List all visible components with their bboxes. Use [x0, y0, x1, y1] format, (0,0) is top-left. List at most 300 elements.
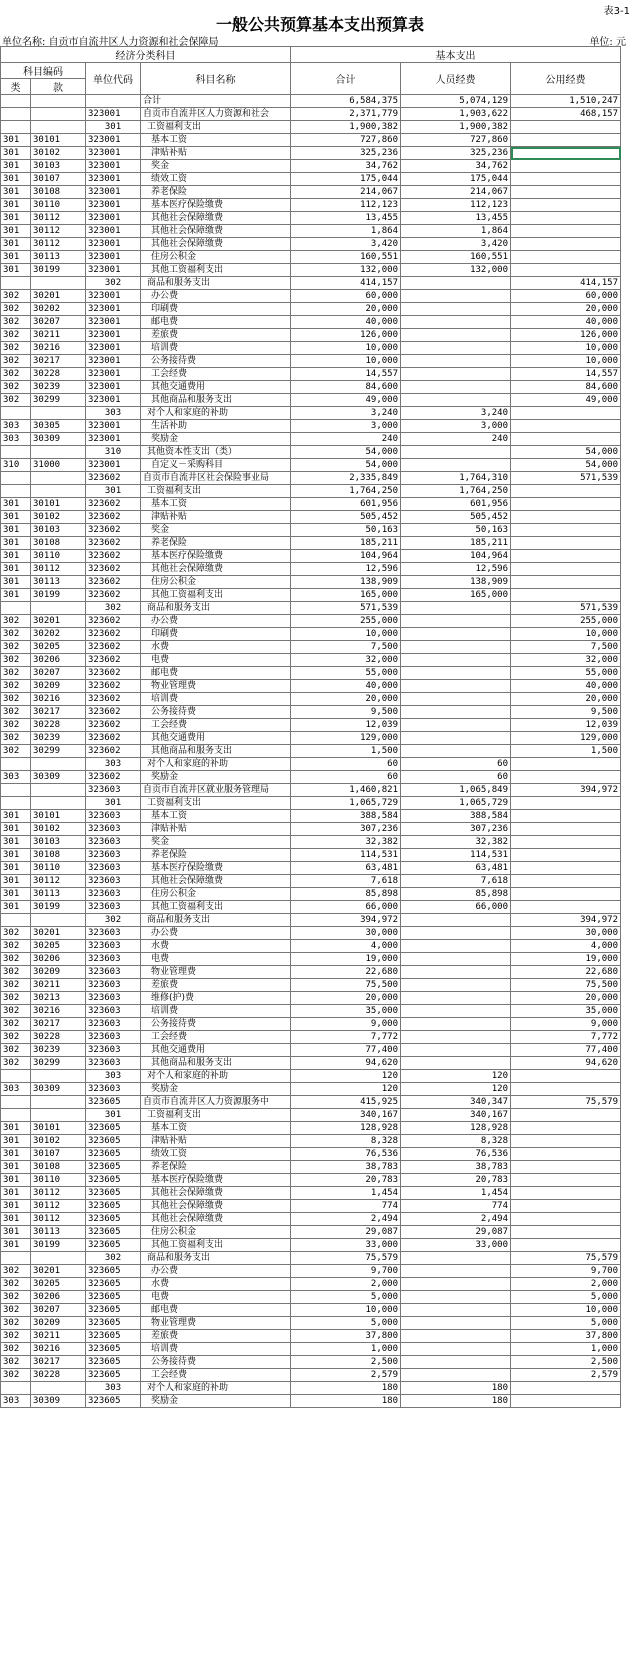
cell-subject-name[interactable]: 奖励金	[141, 433, 291, 446]
cell-lei[interactable]: 303	[1, 1395, 31, 1408]
cell-subject-name[interactable]: 公务接待费	[141, 355, 291, 368]
cell-personnel[interactable]: 505,452	[401, 511, 511, 524]
cell-lei[interactable]: 302	[1, 628, 31, 641]
cell-unit-code[interactable]: 323602	[86, 498, 141, 511]
cell-kuan[interactable]: 30107	[31, 1148, 86, 1161]
cell-public[interactable]	[511, 1109, 621, 1122]
cell-kuan[interactable]: 30101	[31, 810, 86, 823]
cell-kuan[interactable]: 30201	[31, 615, 86, 628]
cell-personnel[interactable]	[401, 303, 511, 316]
cell-public[interactable]	[511, 1395, 621, 1408]
cell-public[interactable]: 2,000	[511, 1278, 621, 1291]
cell-personnel[interactable]: 60	[401, 771, 511, 784]
cell-kuan[interactable]: 30112	[31, 212, 86, 225]
cell-subject-name[interactable]: 水费	[141, 641, 291, 654]
cell-public[interactable]	[511, 199, 621, 212]
cell-kuan[interactable]: 30213	[31, 992, 86, 1005]
cell-subject-name[interactable]: 其他社会保障缴费	[141, 212, 291, 225]
cell-lei[interactable]: 301	[1, 199, 31, 212]
cell-unit-code[interactable]: 323605	[86, 1200, 141, 1213]
cell-subject-name[interactable]: 商品和服务支出	[141, 602, 291, 615]
cell-kuan[interactable]: 30205	[31, 641, 86, 654]
cell-personnel[interactable]: 240	[401, 433, 511, 446]
cell-unit-code[interactable]: 301	[86, 1109, 141, 1122]
cell-subject-name[interactable]: 基本医疗保险缴费	[141, 862, 291, 875]
cell-unit-code[interactable]: 323603	[86, 953, 141, 966]
cell-lei[interactable]: 302	[1, 342, 31, 355]
cell-subject-name[interactable]: 其他社会保障缴费	[141, 1187, 291, 1200]
cell-kuan[interactable]: 30112	[31, 563, 86, 576]
cell-public[interactable]: 37,800	[511, 1330, 621, 1343]
cell-personnel[interactable]	[401, 1317, 511, 1330]
cell-subject-name[interactable]: 养老保险	[141, 186, 291, 199]
cell-unit-code[interactable]: 323001	[86, 355, 141, 368]
cell-lei[interactable]: 303	[1, 771, 31, 784]
cell-public[interactable]: 1,000	[511, 1343, 621, 1356]
cell-personnel[interactable]	[401, 342, 511, 355]
cell-total[interactable]: 55,000	[291, 667, 401, 680]
cell-personnel[interactable]: 1,903,622	[401, 108, 511, 121]
cell-kuan[interactable]	[31, 784, 86, 797]
cell-unit-code[interactable]: 323605	[86, 1135, 141, 1148]
cell-public[interactable]: 7,772	[511, 1031, 621, 1044]
cell-public[interactable]	[511, 888, 621, 901]
cell-subject-name[interactable]: 住房公积金	[141, 251, 291, 264]
cell-kuan[interactable]: 30309	[31, 1395, 86, 1408]
cell-subject-name[interactable]: 合计	[141, 95, 291, 108]
cell-unit-code[interactable]: 323001	[86, 368, 141, 381]
cell-unit-code[interactable]: 303	[86, 1070, 141, 1083]
cell-total[interactable]: 132,000	[291, 264, 401, 277]
cell-lei[interactable]: 301	[1, 1213, 31, 1226]
cell-public[interactable]	[511, 797, 621, 810]
cell-subject-name[interactable]: 其他交通费用	[141, 1044, 291, 1057]
cell-total[interactable]: 180	[291, 1382, 401, 1395]
cell-public[interactable]	[511, 563, 621, 576]
cell-personnel[interactable]: 3,240	[401, 407, 511, 420]
cell-unit-code[interactable]: 323001	[86, 160, 141, 173]
cell-public[interactable]	[511, 849, 621, 862]
cell-total[interactable]: 3,240	[291, 407, 401, 420]
cell-subject-name[interactable]: 基本工资	[141, 498, 291, 511]
cell-kuan[interactable]: 30207	[31, 1304, 86, 1317]
cell-subject-name[interactable]: 印刷费	[141, 303, 291, 316]
cell-personnel[interactable]: 33,000	[401, 1239, 511, 1252]
cell-lei[interactable]: 301	[1, 160, 31, 173]
cell-lei[interactable]: 302	[1, 654, 31, 667]
cell-unit-code[interactable]: 301	[86, 121, 141, 134]
cell-kuan[interactable]: 30108	[31, 186, 86, 199]
cell-lei[interactable]: 301	[1, 576, 31, 589]
cell-subject-name[interactable]: 商品和服务支出	[141, 1252, 291, 1265]
cell-kuan[interactable]: 30216	[31, 693, 86, 706]
cell-lei[interactable]: 301	[1, 901, 31, 914]
cell-lei[interactable]: 302	[1, 1317, 31, 1330]
cell-personnel[interactable]	[401, 394, 511, 407]
cell-lei[interactable]: 301	[1, 1122, 31, 1135]
cell-unit-code[interactable]: 302	[86, 914, 141, 927]
cell-public[interactable]	[511, 160, 621, 173]
cell-subject-name[interactable]: 基本医疗保险缴费	[141, 199, 291, 212]
cell-subject-name[interactable]: 其他商品和服务支出	[141, 745, 291, 758]
cell-lei[interactable]: 302	[1, 693, 31, 706]
cell-lei[interactable]: 310	[1, 459, 31, 472]
cell-total[interactable]: 120	[291, 1083, 401, 1096]
cell-subject-name[interactable]: 自贡市自流井区就业服务管理局	[141, 784, 291, 797]
cell-subject-name[interactable]: 培训费	[141, 342, 291, 355]
cell-lei[interactable]: 302	[1, 1044, 31, 1057]
cell-public[interactable]	[511, 589, 621, 602]
cell-total[interactable]: 60,000	[291, 290, 401, 303]
cell-kuan[interactable]: 30206	[31, 1291, 86, 1304]
cell-personnel[interactable]: 13,455	[401, 212, 511, 225]
cell-lei[interactable]	[1, 485, 31, 498]
cell-subject-name[interactable]: 其他社会保障缴费	[141, 225, 291, 238]
cell-lei[interactable]	[1, 914, 31, 927]
cell-total[interactable]: 30,000	[291, 927, 401, 940]
cell-personnel[interactable]: 1,864	[401, 225, 511, 238]
cell-lei[interactable]: 302	[1, 940, 31, 953]
cell-kuan[interactable]: 30102	[31, 147, 86, 160]
cell-kuan[interactable]: 30309	[31, 1083, 86, 1096]
cell-personnel[interactable]	[401, 1291, 511, 1304]
cell-total[interactable]: 29,087	[291, 1226, 401, 1239]
cell-unit-code[interactable]: 323001	[86, 225, 141, 238]
cell-personnel[interactable]: 185,211	[401, 537, 511, 550]
cell-public[interactable]: 54,000	[511, 459, 621, 472]
cell-unit-code[interactable]: 323605	[86, 1369, 141, 1382]
cell-total[interactable]: 20,783	[291, 1174, 401, 1187]
cell-personnel[interactable]: 12,596	[401, 563, 511, 576]
cell-public[interactable]	[511, 225, 621, 238]
cell-unit-code[interactable]: 323602	[86, 576, 141, 589]
cell-unit-code[interactable]: 323603	[86, 784, 141, 797]
cell-kuan[interactable]: 30217	[31, 1018, 86, 1031]
cell-subject-name[interactable]: 邮电费	[141, 1304, 291, 1317]
cell-lei[interactable]: 301	[1, 1226, 31, 1239]
cell-kuan[interactable]: 30112	[31, 1213, 86, 1226]
cell-unit-code[interactable]: 323605	[86, 1330, 141, 1343]
cell-kuan[interactable]	[31, 446, 86, 459]
cell-subject-name[interactable]: 其他工资福利支出	[141, 1239, 291, 1252]
cell-total[interactable]: 14,557	[291, 368, 401, 381]
cell-personnel[interactable]	[401, 1044, 511, 1057]
cell-personnel[interactable]: 60	[401, 758, 511, 771]
cell-total[interactable]: 114,531	[291, 849, 401, 862]
cell-subject-name[interactable]: 住房公积金	[141, 576, 291, 589]
cell-total[interactable]: 40,000	[291, 316, 401, 329]
cell-lei[interactable]: 301	[1, 836, 31, 849]
cell-total[interactable]: 40,000	[291, 680, 401, 693]
cell-public[interactable]: 19,000	[511, 953, 621, 966]
cell-subject-name[interactable]: 邮电费	[141, 316, 291, 329]
cell-public[interactable]: 5,000	[511, 1317, 621, 1330]
cell-personnel[interactable]	[401, 1031, 511, 1044]
cell-kuan[interactable]: 30112	[31, 1187, 86, 1200]
cell-public[interactable]: 571,539	[511, 472, 621, 485]
cell-personnel[interactable]	[401, 641, 511, 654]
cell-unit-code[interactable]: 323605	[86, 1304, 141, 1317]
cell-public[interactable]	[511, 836, 621, 849]
cell-public[interactable]	[511, 420, 621, 433]
cell-total[interactable]: 388,584	[291, 810, 401, 823]
cell-public[interactable]	[511, 758, 621, 771]
cell-kuan[interactable]: 30217	[31, 706, 86, 719]
cell-lei[interactable]	[1, 1109, 31, 1122]
cell-public[interactable]	[511, 251, 621, 264]
cell-kuan[interactable]: 30202	[31, 303, 86, 316]
cell-subject-name[interactable]: 基本医疗保险缴费	[141, 1174, 291, 1187]
cell-lei[interactable]: 302	[1, 1343, 31, 1356]
cell-total[interactable]: 9,700	[291, 1265, 401, 1278]
cell-total[interactable]: 50,163	[291, 524, 401, 537]
cell-total[interactable]: 2,500	[291, 1356, 401, 1369]
cell-kuan[interactable]: 30103	[31, 836, 86, 849]
cell-subject-name[interactable]: 奖励金	[141, 1083, 291, 1096]
cell-unit-code[interactable]: 323603	[86, 875, 141, 888]
cell-total[interactable]: 77,400	[291, 1044, 401, 1057]
cell-subject-name[interactable]: 印刷费	[141, 628, 291, 641]
cell-lei[interactable]: 302	[1, 1278, 31, 1291]
cell-total[interactable]: 9,500	[291, 706, 401, 719]
cell-personnel[interactable]	[401, 953, 511, 966]
cell-kuan[interactable]: 30108	[31, 1161, 86, 1174]
cell-kuan[interactable]: 30101	[31, 134, 86, 147]
cell-public[interactable]: 4,000	[511, 940, 621, 953]
cell-public[interactable]: 20,000	[511, 992, 621, 1005]
cell-public[interactable]	[511, 901, 621, 914]
cell-public[interactable]	[511, 537, 621, 550]
cell-kuan[interactable]: 30205	[31, 940, 86, 953]
cell-public[interactable]	[511, 186, 621, 199]
cell-lei[interactable]: 302	[1, 992, 31, 1005]
cell-total[interactable]: 2,494	[291, 1213, 401, 1226]
cell-public[interactable]: 129,000	[511, 732, 621, 745]
cell-kuan[interactable]: 30299	[31, 394, 86, 407]
cell-unit-code[interactable]: 323602	[86, 732, 141, 745]
cell-total[interactable]: 8,328	[291, 1135, 401, 1148]
cell-unit-code[interactable]: 301	[86, 797, 141, 810]
cell-total[interactable]: 774	[291, 1200, 401, 1213]
cell-unit-code[interactable]: 323603	[86, 966, 141, 979]
cell-total[interactable]: 727,860	[291, 134, 401, 147]
cell-total[interactable]: 120	[291, 1070, 401, 1083]
cell-subject-name[interactable]: 自定义－采购科目	[141, 459, 291, 472]
cell-lei[interactable]	[1, 108, 31, 121]
cell-subject-name[interactable]: 办公费	[141, 290, 291, 303]
cell-lei[interactable]	[1, 602, 31, 615]
cell-lei[interactable]	[1, 758, 31, 771]
cell-subject-name[interactable]: 公务接待费	[141, 706, 291, 719]
cell-unit-code[interactable]: 323603	[86, 1083, 141, 1096]
cell-lei[interactable]: 302	[1, 303, 31, 316]
cell-personnel[interactable]: 66,000	[401, 901, 511, 914]
cell-total[interactable]: 60	[291, 771, 401, 784]
cell-total[interactable]: 19,000	[291, 953, 401, 966]
cell-unit-code[interactable]: 323605	[86, 1174, 141, 1187]
cell-lei[interactable]: 302	[1, 394, 31, 407]
cell-unit-code[interactable]: 323603	[86, 927, 141, 940]
cell-kuan[interactable]: 30113	[31, 888, 86, 901]
cell-public[interactable]	[511, 1135, 621, 1148]
cell-public[interactable]: 255,000	[511, 615, 621, 628]
cell-total[interactable]: 325,236	[291, 147, 401, 160]
cell-unit-code[interactable]: 323603	[86, 1057, 141, 1070]
cell-unit-code[interactable]: 323602	[86, 706, 141, 719]
cell-public[interactable]	[511, 1382, 621, 1395]
cell-public[interactable]: 22,680	[511, 966, 621, 979]
cell-personnel[interactable]: 727,860	[401, 134, 511, 147]
cell-personnel[interactable]: 325,236	[401, 147, 511, 160]
cell-total[interactable]: 2,371,779	[291, 108, 401, 121]
cell-total[interactable]: 1,460,821	[291, 784, 401, 797]
cell-lei[interactable]: 302	[1, 1005, 31, 1018]
cell-personnel[interactable]: 160,551	[401, 251, 511, 264]
cell-lei[interactable]: 301	[1, 823, 31, 836]
cell-kuan[interactable]: 30101	[31, 498, 86, 511]
cell-public[interactable]: 12,039	[511, 719, 621, 732]
cell-kuan[interactable]: 30228	[31, 1369, 86, 1382]
cell-subject-name[interactable]: 公务接待费	[141, 1018, 291, 1031]
cell-total[interactable]: 6,584,375	[291, 95, 401, 108]
cell-lei[interactable]: 301	[1, 1161, 31, 1174]
cell-personnel[interactable]	[401, 355, 511, 368]
cell-subject-name[interactable]: 基本医疗保险缴费	[141, 550, 291, 563]
cell-subject-name[interactable]: 工资福利支出	[141, 485, 291, 498]
cell-kuan[interactable]: 30112	[31, 238, 86, 251]
cell-unit-code[interactable]: 323001	[86, 134, 141, 147]
cell-kuan[interactable]	[31, 758, 86, 771]
cell-public[interactable]	[511, 1083, 621, 1096]
cell-personnel[interactable]	[401, 914, 511, 927]
cell-kuan[interactable]: 30199	[31, 589, 86, 602]
cell-unit-code[interactable]: 323605	[86, 1395, 141, 1408]
cell-personnel[interactable]: 29,087	[401, 1226, 511, 1239]
cell-kuan[interactable]: 30206	[31, 953, 86, 966]
cell-personnel[interactable]: 175,044	[401, 173, 511, 186]
cell-total[interactable]: 32,382	[291, 836, 401, 849]
cell-personnel[interactable]	[401, 1343, 511, 1356]
cell-total[interactable]: 138,909	[291, 576, 401, 589]
cell-public[interactable]: 7,500	[511, 641, 621, 654]
cell-subject-name[interactable]: 其他工资福利支出	[141, 901, 291, 914]
cell-kuan[interactable]: 30202	[31, 628, 86, 641]
cell-total[interactable]: 34,762	[291, 160, 401, 173]
cell-unit-code[interactable]: 323001	[86, 420, 141, 433]
cell-lei[interactable]	[1, 407, 31, 420]
cell-personnel[interactable]	[401, 706, 511, 719]
cell-kuan[interactable]: 30211	[31, 979, 86, 992]
cell-unit-code[interactable]: 323605	[86, 1161, 141, 1174]
cell-lei[interactable]: 303	[1, 1083, 31, 1096]
cell-lei[interactable]: 301	[1, 264, 31, 277]
cell-total[interactable]: 307,236	[291, 823, 401, 836]
cell-kuan[interactable]: 30309	[31, 771, 86, 784]
cell-personnel[interactable]	[401, 329, 511, 342]
cell-personnel[interactable]	[401, 940, 511, 953]
cell-subject-name[interactable]: 维修(护)费	[141, 992, 291, 1005]
cell-unit-code[interactable]: 323602	[86, 680, 141, 693]
cell-public[interactable]	[511, 498, 621, 511]
cell-unit-code[interactable]: 323001	[86, 238, 141, 251]
cell-public[interactable]: 20,000	[511, 693, 621, 706]
cell-personnel[interactable]: 112,123	[401, 199, 511, 212]
cell-kuan[interactable]: 30113	[31, 251, 86, 264]
cell-lei[interactable]: 302	[1, 615, 31, 628]
cell-personnel[interactable]	[401, 745, 511, 758]
cell-total[interactable]: 76,536	[291, 1148, 401, 1161]
cell-unit-code[interactable]: 323605	[86, 1187, 141, 1200]
cell-unit-code[interactable]: 303	[86, 407, 141, 420]
cell-subject-name[interactable]: 工资福利支出	[141, 121, 291, 134]
cell-subject-name[interactable]: 奖励金	[141, 1395, 291, 1408]
cell-total[interactable]: 340,167	[291, 1109, 401, 1122]
cell-total[interactable]: 2,000	[291, 1278, 401, 1291]
cell-kuan[interactable]: 30201	[31, 927, 86, 940]
cell-unit-code[interactable]: 323602	[86, 771, 141, 784]
cell-subject-name[interactable]: 其他交通费用	[141, 381, 291, 394]
cell-public[interactable]: 9,700	[511, 1265, 621, 1278]
cell-total[interactable]: 126,000	[291, 329, 401, 342]
cell-unit-code[interactable]: 323603	[86, 940, 141, 953]
cell-subject-name[interactable]: 培训费	[141, 1005, 291, 1018]
cell-total[interactable]: 60	[291, 758, 401, 771]
cell-lei[interactable]: 301	[1, 134, 31, 147]
cell-public[interactable]: 394,972	[511, 914, 621, 927]
cell-total[interactable]: 2,579	[291, 1369, 401, 1382]
cell-unit-code[interactable]: 303	[86, 1382, 141, 1395]
cell-personnel[interactable]	[401, 446, 511, 459]
cell-subject-name[interactable]: 其他社会保障缴费	[141, 563, 291, 576]
cell-lei[interactable]: 302	[1, 1369, 31, 1382]
cell-personnel[interactable]: 340,167	[401, 1109, 511, 1122]
cell-lei[interactable]: 302	[1, 732, 31, 745]
cell-personnel[interactable]: 2,494	[401, 1213, 511, 1226]
cell-unit-code[interactable]: 323001	[86, 199, 141, 212]
cell-kuan[interactable]: 30110	[31, 199, 86, 212]
cell-personnel[interactable]: 165,000	[401, 589, 511, 602]
cell-subject-name[interactable]: 其他工资福利支出	[141, 264, 291, 277]
cell-unit-code[interactable]: 323605	[86, 1278, 141, 1291]
cell-public[interactable]: 468,157	[511, 108, 621, 121]
cell-kuan[interactable]: 30112	[31, 225, 86, 238]
cell-unit-code[interactable]: 323602	[86, 693, 141, 706]
cell-personnel[interactable]: 85,898	[401, 888, 511, 901]
cell-lei[interactable]: 302	[1, 680, 31, 693]
cell-subject-name[interactable]: 自贡市自流井区人力资源和社会	[141, 108, 291, 121]
cell-total[interactable]: 160,551	[291, 251, 401, 264]
cell-public[interactable]: 10,000	[511, 342, 621, 355]
cell-unit-code[interactable]: 323001	[86, 147, 141, 160]
cell-kuan[interactable]: 30199	[31, 901, 86, 914]
cell-subject-name[interactable]: 电费	[141, 953, 291, 966]
cell-public[interactable]: 414,157	[511, 277, 621, 290]
cell-subject-name[interactable]: 绩效工资	[141, 1148, 291, 1161]
cell-personnel[interactable]	[401, 1278, 511, 1291]
cell-public[interactable]	[511, 173, 621, 186]
cell-personnel[interactable]	[401, 992, 511, 1005]
cell-unit-code[interactable]: 302	[86, 277, 141, 290]
cell-unit-code[interactable]: 323602	[86, 524, 141, 537]
cell-public[interactable]: 35,000	[511, 1005, 621, 1018]
cell-unit-code[interactable]: 323605	[86, 1343, 141, 1356]
cell-kuan[interactable]: 30102	[31, 823, 86, 836]
cell-kuan[interactable]: 30199	[31, 1239, 86, 1252]
cell-public[interactable]	[511, 264, 621, 277]
cell-personnel[interactable]	[401, 1330, 511, 1343]
cell-public[interactable]: 10,000	[511, 628, 621, 641]
cell-total[interactable]: 10,000	[291, 1304, 401, 1317]
